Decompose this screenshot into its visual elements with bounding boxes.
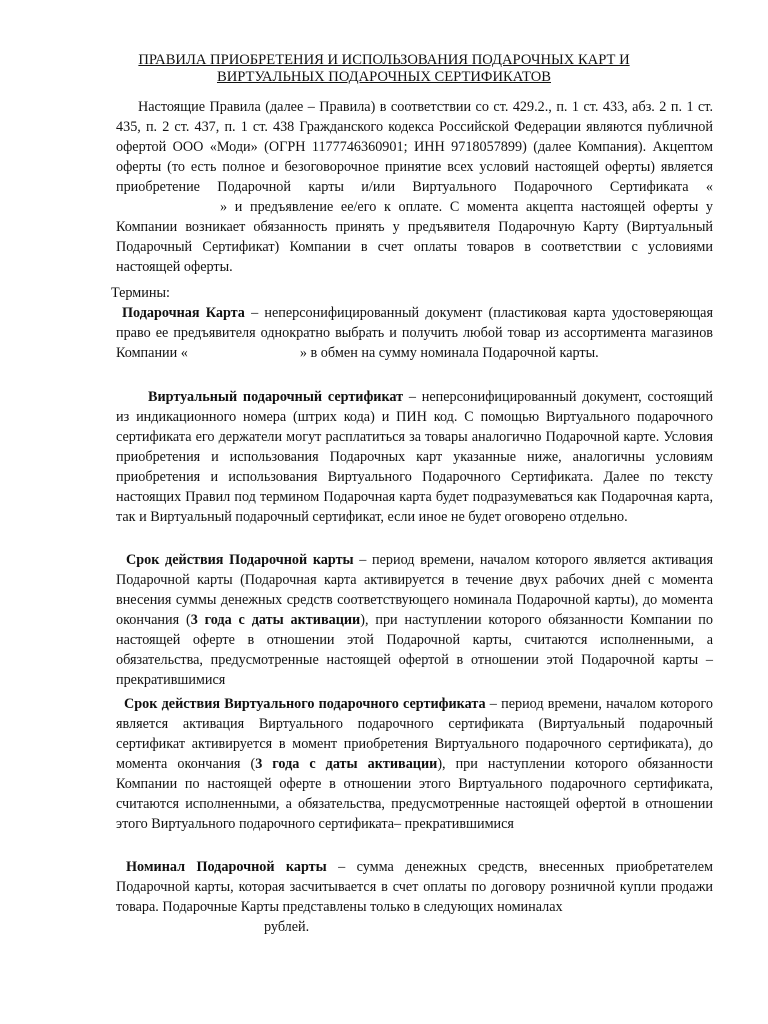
term-gift-card-name: Подарочная Карта <box>122 305 245 321</box>
term-gift-card-text-1: – неперсонифицированный документ (пластиковая карта удостоверяющая право ее предъявителя однократно выбрать и получить любой товар из ассортимента магазинов Компании « <box>116 305 713 361</box>
term-card-validity-name: Срок действия Подарочной карты <box>126 552 354 568</box>
term-gift-card <box>116 303 713 363</box>
term-certificate-validity-name: Срок действия Виртуального подарочного сертификата <box>124 696 486 712</box>
term-certificate-validity-text-1: – период времени, началом которого является активация Виртуального подарочного сертификата (Виртуальный подарочный сертификат активируется в момент приобретения Виртуального подарочного сертификата), до момента окончания ( <box>116 696 713 772</box>
term-card-denomination-name: Номинал Подарочной карты <box>126 859 327 875</box>
term-card-denomination-text: – сумма денежных средств, внесенных приобретателем Подарочной карты, которая засчитывается в счет оплаты по договору розничной купли продажи товара. Подарочные Карты представлены только в следующих номиналах <box>116 859 714 915</box>
term-card-validity-text-2: ), при наступлении которого обязанности Компании по настоящей оферте в отношении этой Подарочной карты, считаются исполненными, а обязательства, предусмотренные настоящей офертой в отношении этой Подарочной карты – прекратившимися <box>116 612 713 688</box>
title-line-2: ВИРТУАЛЬНЫХ ПОДАРОЧНЫХ СЕРТИФИКАТОВ <box>216 69 551 85</box>
term-gift-card-text-2: » в обмен на сумму номинала Подарочной карты. <box>299 345 599 361</box>
term-virtual-certificate-text: – неперсонифицированный документ, состоящий из индикационного номера (штрих кода) и ПИН код. С помощью Виртуального подарочного сертификата его держатели могут расплатиться за товары аналогично Подарочной карте. Условия приобретения и использования Подарочных карт указанные ниже, аналогичны условиям приобретения и использования Виртуального Подарочного Сертификата. Далее по тексту настоящих Правил под термином Подарочная карта будет подразумеваться как Подарочная карта, так и Виртуальный подарочный сертификат, если иное не будет оговорено отдельно. <box>116 389 713 525</box>
intro-paragraph <box>116 97 713 277</box>
term-card-validity-period: 3 года с даты активации <box>190 612 361 628</box>
term-certificate-validity <box>116 694 713 834</box>
term-certificate-validity-period: 3 года с даты активации <box>255 756 438 772</box>
terms-heading: Термины: <box>111 285 170 301</box>
term-card-denomination-tail: рублей. <box>264 919 310 935</box>
term-virtual-certificate <box>116 387 713 527</box>
term-card-denomination <box>116 857 713 937</box>
term-card-validity-text-1: – период времени, началом которого является активация Подарочной карты (Подарочная карта активируется в течение двух рабочих дней с момента внесения суммы денежных средств соответствующего номинала Подарочной карты), до момента окончания ( <box>116 552 714 628</box>
term-certificate-validity-text-2: ), при наступлении которого обязанности Компании по настоящей оферте в отношении этого Виртуального подарочного сертификата, считаются исполненными, а обязательства, предусмотренные настоящей офертой в отношении этого Виртуального подарочного сертификата– прекратившимися <box>116 756 713 832</box>
title-line-1: ПРАВИЛА ПРИОБРЕТЕНИЯ И ИСПОЛЬЗОВАНИЯ ПОДАРОЧНЫХ КАРТ И <box>138 52 630 68</box>
term-virtual-certificate-name: Виртуальный подарочный сертификат <box>148 389 404 405</box>
document-title <box>100 52 668 86</box>
intro-text-2: » и предъявление ее/его к оплате. С момента акцепта настоящей оферты у Компании возникает обязанность принять у предъявителя Подарочную Карту (Виртуальный Подарочный Сертификат) Компании в счет оплаты товаров в соответствии с условиями настоящей оферты. <box>116 199 713 275</box>
intro-text-1: Настоящие Правила (далее – Правила) в соответствии со ст. 429.2., п. 1 ст. 433, абз. 2 п. 1 ст. 435, п. 2 ст. 437, п. 1 ст. 438 Гражданского кодекса Российской Федерации являются публичной офертой ООО «Моди» (ОГРН 1177746360901; ИНН 9718057899) (далее Компания). Акцептом оферты (то есть полное и безоговорочное принятие всех условий настоящей оферты) является приобретение Подарочной карты и/или Виртуального Подарочного Сертификата « <box>116 99 713 195</box>
term-card-validity <box>116 550 713 690</box>
